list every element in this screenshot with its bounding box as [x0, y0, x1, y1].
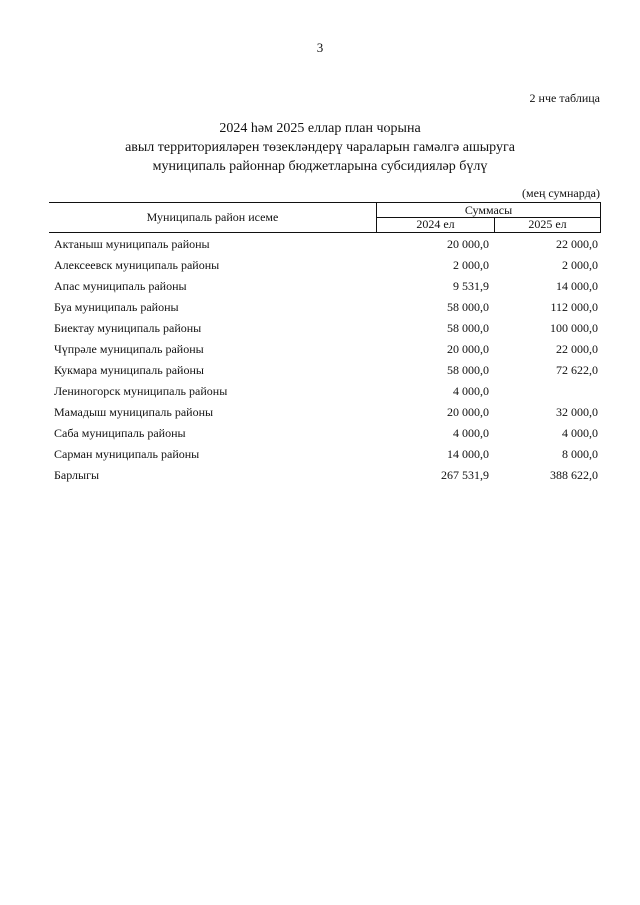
amount-2024: 20 000,0 — [447, 405, 489, 419]
header-district-name: Муниципаль район исеме — [146, 210, 279, 224]
header-sums: Суммасы — [376, 203, 601, 218]
header-year-2024: 2024 ел — [376, 218, 494, 232]
amount-2025: 112 000,0 — [550, 300, 598, 314]
amount-2024: 267 531,9 — [441, 468, 489, 482]
table-row — [49, 402, 601, 423]
page-number: 3 — [316, 40, 324, 55]
title-line: муниципаль районнар бюджетларына субсидияләр бүлү — [152, 159, 488, 174]
district-name: Алексеевск муниципаль районы — [54, 258, 220, 272]
district-name: Апас муниципаль районы — [54, 279, 187, 293]
table-row — [49, 234, 601, 255]
district-name: Саба муниципаль районы — [54, 426, 186, 440]
amount-2024: 58 000,0 — [447, 321, 489, 335]
subsidy-table — [49, 202, 601, 486]
district-name: Сарман муниципаль районы — [54, 447, 200, 461]
district-name: Мамадыш муниципаль районы — [54, 405, 214, 419]
table-row — [49, 360, 601, 381]
district-name: Чүпрәле муниципаль районы — [54, 342, 204, 356]
district-name: Кукмара муниципаль районы — [54, 363, 204, 377]
amount-2025: 100 000,0 — [550, 321, 598, 335]
title-line: авыл территорияләрен төзекләндерү чараларын гамәлгә ашыруга — [125, 140, 515, 155]
table-row — [49, 297, 601, 318]
amount-2025: 14 000,0 — [556, 279, 598, 293]
district-name: Биектау муниципаль районы — [54, 321, 202, 335]
amount-2025: 8 000,0 — [562, 447, 598, 461]
district-name: Барлыгы — [54, 468, 100, 482]
amount-2024: 4 000,0 — [453, 426, 489, 440]
amount-2024: 58 000,0 — [447, 300, 489, 314]
table-row — [49, 339, 601, 360]
document-title — [0, 119, 640, 176]
amount-2024: 14 000,0 — [447, 447, 489, 461]
amount-2025: 32 000,0 — [556, 405, 598, 419]
table-row — [49, 423, 601, 444]
table-header — [49, 202, 601, 233]
units-note: (мең сумнарда) — [522, 186, 600, 200]
amount-2025: 22 000,0 — [556, 342, 598, 356]
table-row — [49, 318, 601, 339]
header-year-2025: 2025 ел — [494, 218, 601, 232]
amount-2025: 72 622,0 — [556, 363, 598, 377]
amount-2025: 2 000,0 — [562, 258, 598, 272]
amount-2025: 388 622,0 — [550, 468, 598, 482]
table-row — [49, 381, 601, 402]
table-label: 2 нче таблица — [529, 91, 600, 105]
district-name: Актаныш муниципаль районы — [54, 237, 210, 251]
table-row — [49, 255, 601, 276]
amount-2024: 58 000,0 — [447, 363, 489, 377]
title-line: 2024 һәм 2025 еллар план чорына — [219, 121, 421, 136]
table-row — [49, 276, 601, 297]
amount-2024: 9 531,9 — [453, 279, 489, 293]
amount-2024: 20 000,0 — [447, 237, 489, 251]
district-name: Буа муниципаль районы — [54, 300, 179, 314]
amount-2025: 4 000,0 — [562, 426, 598, 440]
district-name: Лениногорск муниципаль районы — [54, 384, 228, 398]
table-row — [49, 444, 601, 465]
amount-2024: 20 000,0 — [447, 342, 489, 356]
table-body — [49, 234, 601, 486]
amount-2024: 2 000,0 — [453, 258, 489, 272]
amount-2024: 4 000,0 — [453, 384, 489, 398]
table-row — [49, 465, 601, 486]
amount-2025: 22 000,0 — [556, 237, 598, 251]
